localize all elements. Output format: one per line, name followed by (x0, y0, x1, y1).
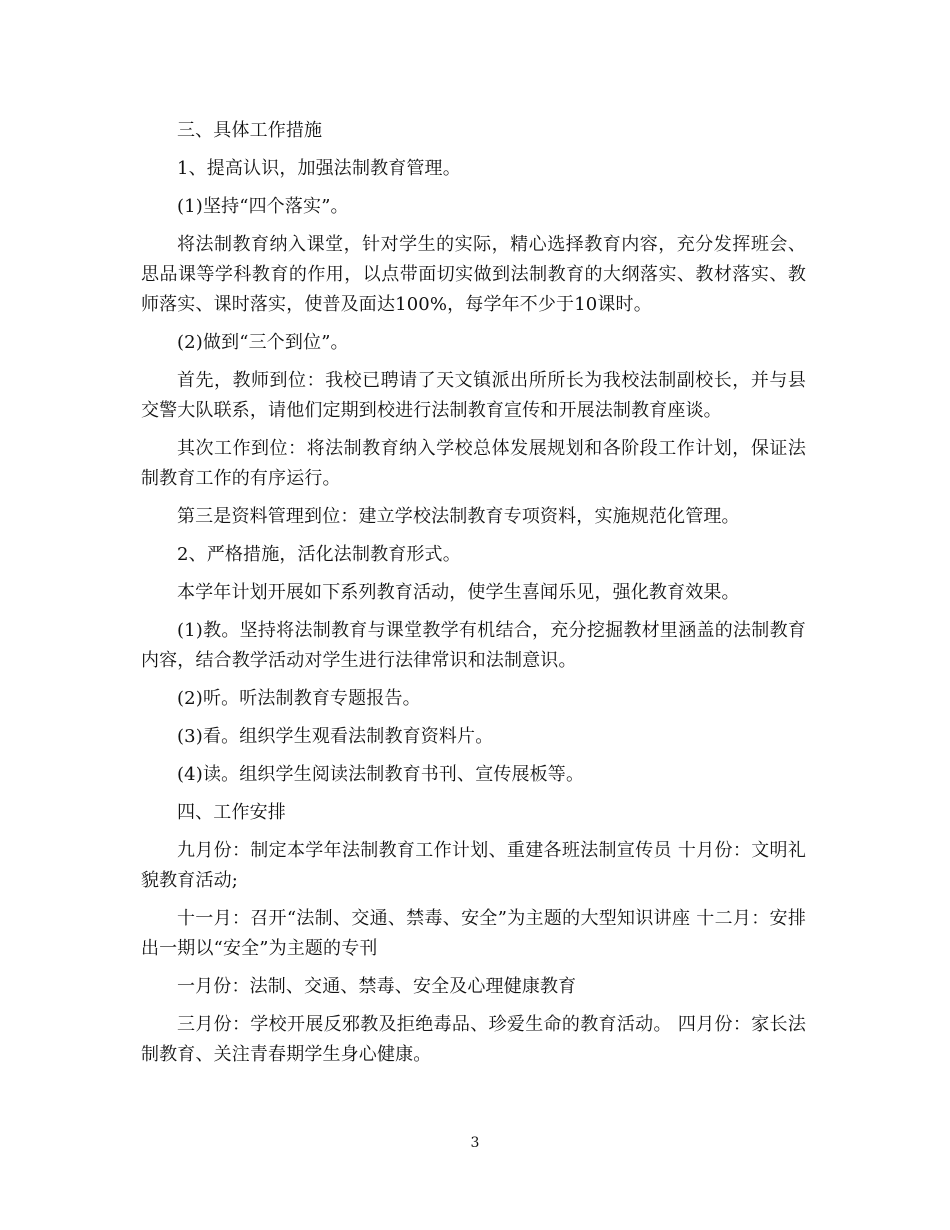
paragraph-work-in-place: 其次工作到位：将法制教育纳入学校总体发展规划和各阶段工作计划，保证法制教育工作的有序运行。 (141, 438, 806, 489)
item-read: (4)读。组织学生阅读法制教育书刊、宣传展板等。 (177, 764, 585, 785)
schedule-january: 一月份：法制、交通、禁毒、安全及心理健康教育 (177, 976, 577, 997)
subsection-heading-awareness: 1、提高认识，加强法制教育管理。 (177, 158, 461, 179)
item-four-implementations: (1)坚持“四个落实”。 (177, 196, 349, 217)
item-listen: (2)听。听法制教育专题报告。 (177, 688, 421, 709)
item-teach: (1)教。坚持将法制教育与课堂教学有机结合，充分挖掘教材里涵盖的法制教育内容，结合教学活动对学生进行法律常识和法制意识。 (141, 620, 806, 671)
paragraph-activity-plan: 本学年计划开展如下系列教育活动，使学生喜闻乐见，强化教育效果。 (177, 582, 740, 603)
document-body (141, 116, 806, 1078)
schedule-november-december: 十一月：召开“法制、交通、禁毒、安全”为主题的大型知识讲座 十二月：安排出一期以“安全”为主题的专刊 (141, 908, 806, 959)
paragraph-curriculum: 将法制教育纳入课堂，针对学生的实际，精心选择教育内容，充分发挥班会、思品课等学科教育的作用，以点带面切实做到法制教育的大纲落实、教材落实、教师落实、课时落实，使普及面达100%，每学年不少于10课时。 (141, 234, 806, 315)
schedule-september-october: 九月份：制定本学年法制教育工作计划、重建各班法制宣传员 十月份：文明礼貌教育活动; (141, 840, 806, 891)
item-three-in-place: (2)做到“三个到位”。 (177, 332, 349, 353)
item-watch: (3)看。组织学生观看法制教育资料片。 (177, 726, 494, 747)
schedule-march-april: 三月份：学校开展反邪教及拒绝毒品、珍爱生命的教育活动。 四月份：家长法制教育、关注青春期学生身心健康。 (141, 1014, 806, 1065)
subsection-heading-strict-measures: 2、严格措施，活化法制教育形式。 (177, 544, 461, 565)
section-heading-measures: 三、具体工作措施 (177, 120, 323, 141)
section-heading-schedule: 四、工作安排 (177, 802, 286, 823)
paragraph-records-in-place: 第三是资料管理到位：建立学校法制教育专项资料，实施规范化管理。 (177, 506, 740, 527)
paragraph-teachers-in-place: 首先，教师到位：我校已聘请了天文镇派出所所长为我校法制副校长，并与县交警大队联系，请他们定期到校进行法制教育宣传和开展法制教育座谈。 (141, 370, 806, 421)
page-number: 3 (470, 1135, 480, 1151)
